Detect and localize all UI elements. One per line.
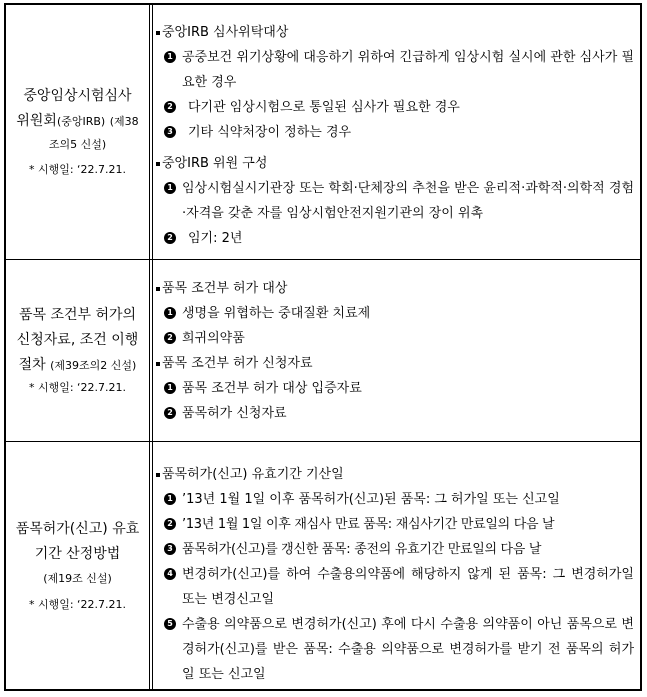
circled-number-icon: 1 xyxy=(164,307,176,319)
list-item-text: 품목 조건부 허가 대상 입증자료 xyxy=(182,381,362,396)
regulation-table xyxy=(4,3,642,691)
section-heading-text: 품목 조건부 허가 대상 xyxy=(162,281,288,296)
list-item xyxy=(156,512,634,537)
list-item xyxy=(156,120,634,145)
circled-number-icon: 1 xyxy=(164,51,176,63)
list-item-text: 임기: 2년 xyxy=(188,231,243,246)
list-item xyxy=(156,376,634,401)
list-item xyxy=(156,612,634,687)
square-bullet-icon xyxy=(156,31,160,35)
row-content-cell xyxy=(152,442,640,689)
effective-date-note: * 시행일: ‘22.7.21. xyxy=(28,163,127,176)
list-item xyxy=(156,562,634,612)
list-item xyxy=(156,226,634,251)
circled-number-icon: 2 xyxy=(164,407,176,419)
list-item-text: 생명을 위협하는 중대질환 치료제 xyxy=(182,306,371,321)
circled-number-icon: 1 xyxy=(164,493,176,505)
table-row-validity-period xyxy=(6,442,640,689)
square-bullet-icon xyxy=(156,162,160,166)
section-heading-text: 품목허가(신고) 유효기간 기산일 xyxy=(162,467,344,482)
list-item xyxy=(156,401,634,426)
list-item-text: 희귀의약품 xyxy=(182,331,245,346)
section-heading xyxy=(156,462,634,487)
list-item xyxy=(156,326,634,351)
square-bullet-icon xyxy=(156,473,160,477)
section-heading-text: 중앙IRB 위원 구성 xyxy=(162,156,268,171)
row-article-ref: (제19조 신설) xyxy=(43,571,112,585)
circled-number-icon: 2 xyxy=(164,518,176,530)
list-item-text: ’13년 1월 1일 이후 재심사 만료 품목: 재심사기간 만료일의 다음 날 xyxy=(182,517,555,532)
section-heading xyxy=(156,276,634,301)
section-heading xyxy=(156,351,634,376)
circled-number-icon: 3 xyxy=(164,126,176,138)
row-header-cell xyxy=(6,260,150,441)
row-title-small: (중앙IRB) xyxy=(56,115,106,128)
row-header-cell xyxy=(6,5,150,259)
section-heading-text: 중앙IRB 심사위탁대상 xyxy=(162,25,289,40)
row-article-ref: (제39조의2 신설) xyxy=(50,359,137,372)
row-title-line: 품목 조건부 허가의 xyxy=(18,307,137,323)
table-row-conditional-approval xyxy=(6,260,640,442)
list-item-text: 임상시험실시기관장 또는 학회·단체장의 추천을 받은 윤리적·과학적·의학적 경험·자격을 갖춘 자를 임상시험안전지원기관의 장이 위촉 xyxy=(182,181,634,221)
list-item xyxy=(156,487,634,512)
section-heading-text: 품목 조건부 허가 신청자료 xyxy=(162,356,313,371)
circled-number-icon: 2 xyxy=(164,101,176,113)
list-item-text: 다기관 임상시험으로 통일된 심사가 필요한 경우 xyxy=(188,100,460,115)
list-item xyxy=(156,537,634,562)
circled-number-icon: 2 xyxy=(164,332,176,344)
list-item-text: 품목허가(신고)를 갱신한 품목: 종전의 유효기간 만료일의 다음 날 xyxy=(182,542,542,557)
effective-date-note: * 시행일: ‘22.7.21. xyxy=(28,597,127,611)
row-title-text: 절차 xyxy=(18,357,46,373)
table-row-central-irb xyxy=(6,5,640,260)
list-item-text: ’13년 1월 1일 이후 품목허가(신고)된 품목: 그 허가일 또는 신고일 xyxy=(182,492,560,507)
circled-number-icon: 4 xyxy=(164,568,176,580)
list-item xyxy=(156,176,634,226)
row-article-ref: 조의5 신설) xyxy=(48,138,107,151)
list-item-text: 공중보건 위기상황에 대응하기 위하여 긴급하게 임상시험 실시에 관한 심사가 필요한 경우 xyxy=(182,50,634,90)
row-title-line: 기간 산정방법 xyxy=(34,545,121,562)
list-item-text: 변경허가(신고)를 하여 수출용의약품에 해당하지 않게 된 품목: 그 변경허가일 또는 변경신고일 xyxy=(182,567,634,607)
row-content-cell xyxy=(152,260,640,441)
section-heading xyxy=(156,20,634,45)
row-title-small: (제38 xyxy=(109,115,139,128)
circled-number-icon: 2 xyxy=(164,232,176,244)
row-title-line xyxy=(16,109,138,134)
circled-number-icon: 1 xyxy=(164,382,176,394)
list-item xyxy=(156,301,634,326)
square-bullet-icon xyxy=(156,287,160,291)
section-heading xyxy=(156,151,634,176)
list-item-text: 품목허가 신청자료 xyxy=(182,406,287,421)
list-item xyxy=(156,95,634,120)
effective-date-note: * 시행일: ‘22.7.21. xyxy=(28,381,127,394)
row-title-line xyxy=(19,353,137,378)
list-item xyxy=(156,45,634,95)
row-title-line: 신청자료, 조건 이행 xyxy=(16,332,139,348)
row-content-cell xyxy=(152,5,640,259)
row-title-text: 위원회 xyxy=(16,113,57,129)
row-title-line: 품목허가(신고) 유효 xyxy=(15,520,140,537)
row-title-line: 중앙임상시험심사 xyxy=(23,88,132,104)
row-header-cell xyxy=(6,442,150,689)
square-bullet-icon xyxy=(156,362,160,366)
circled-number-icon: 1 xyxy=(164,182,176,194)
list-item-text: 수출용 의약품으로 변경허가(신고) 후에 다시 수출용 의약품이 아닌 품목으로 변경허가(신고)를 받은 품목: 수출용 의약품으로 변경허가를 받기 전 품목의 허가일 또는 신고일 xyxy=(182,617,634,682)
circled-number-icon: 3 xyxy=(164,543,176,555)
list-item-text: 기타 식약처장이 정하는 경우 xyxy=(188,125,352,140)
circled-number-icon: 5 xyxy=(164,618,176,630)
